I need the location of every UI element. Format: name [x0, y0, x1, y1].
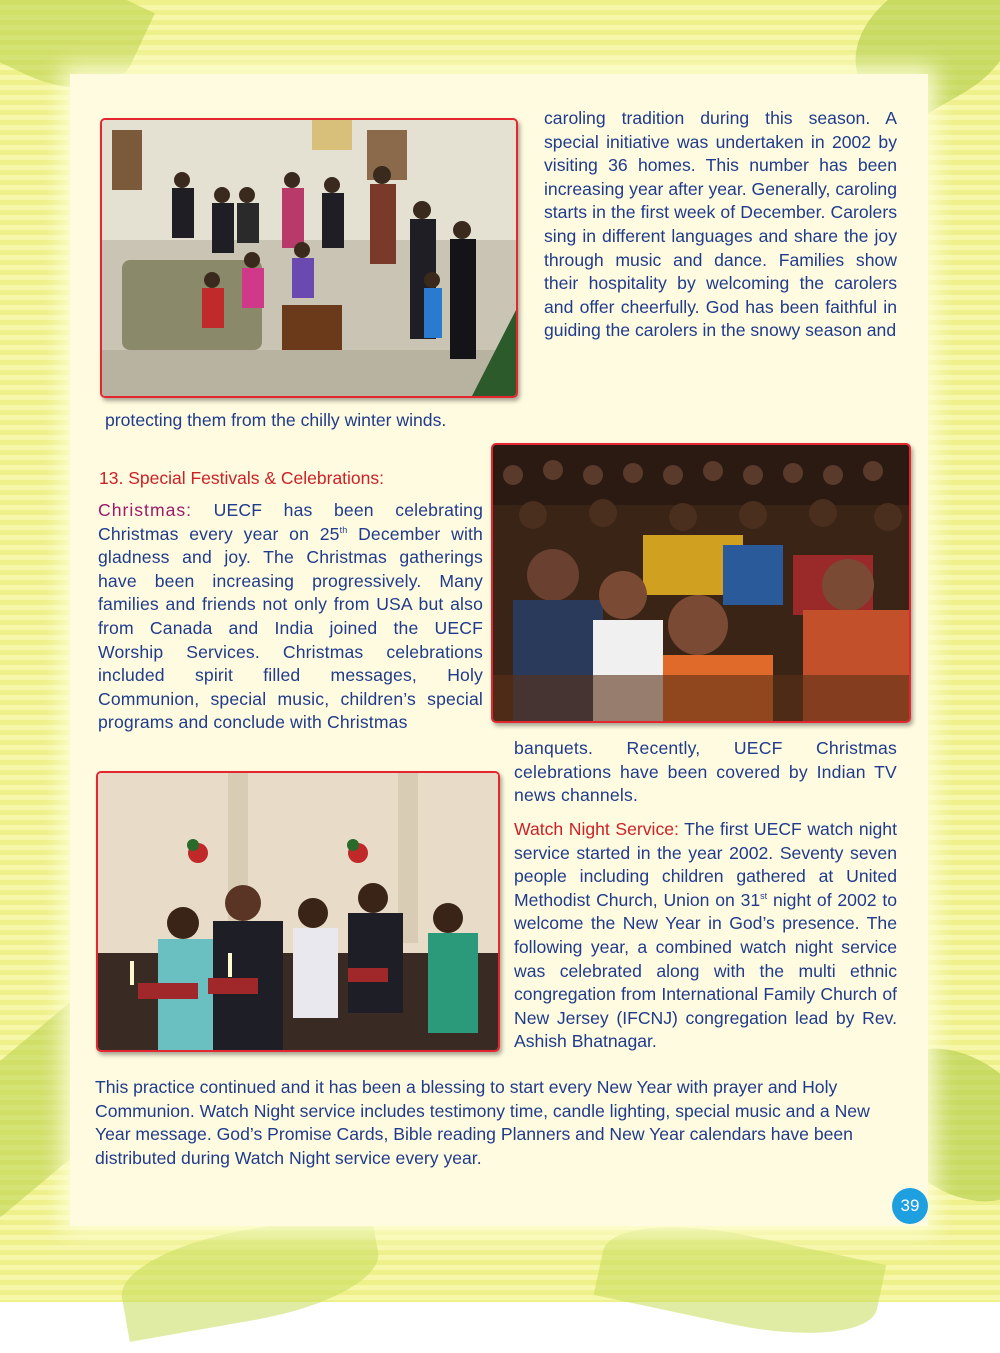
- caroling-continuation: protecting them from the chilly winter winds.: [105, 410, 447, 430]
- watch-night-sup: st: [760, 890, 768, 901]
- christmas-text-rest: December with gladness and joy. The Christmas gatherings have been increasing progressively. Many families and friends not only from USA but also from Canada and India joined the UECF Worship Services. Christmas celebrations included spirit filled messages, Holy Communion, special music, children’s special programs and conclude with Christmas: [98, 523, 483, 733]
- christmas-sup: th: [339, 524, 348, 535]
- watch-night-continuation: This practice continued and it has been a blessing to start every New Year with prayer and Holy Communion. Watch Night service includes testimony time, candle lighting, special music and a New Year message. God’s Promise Cards, Bible reading Planners and New Year calendars have been distributed during Watch Night service every year.: [95, 1077, 870, 1168]
- watch-night-label: Watch Night Service:: [514, 819, 679, 839]
- watch-night-paragraph: [514, 818, 897, 1054]
- caroling-photo: [100, 118, 518, 398]
- christmas-congregation-photo: [491, 443, 911, 723]
- christmas-paragraph: [98, 499, 483, 735]
- section-heading: 13. Special Festivals & Celebrations:: [99, 468, 384, 488]
- watch-night-text: The first UECF watch night service started in the year 2002. Seventy seven people including children gathered at United Methodist Church, Union on 31: [514, 819, 897, 910]
- page-number-badge: 39: [892, 1188, 928, 1224]
- watch-night-photo: [96, 771, 500, 1052]
- caroling-paragraph: caroling tradition during this season. A special initiative was undertaken in 2002 by visiting 36 homes. This number has been increasing year after year. Generally, caroling starts in the first week of December. Carolers sing in different languages and share the joy through music and dance. Families show their hospitality by welcoming the carolers and offer cheerfully. God has been faithful in guiding the carolers in the snowy season and: [544, 108, 897, 341]
- christmas-continuation: banquets. Recently, UECF Christmas celebrations have been covered by Indian TV news channels.: [514, 738, 897, 806]
- christmas-label: Christmas:: [98, 500, 193, 520]
- watch-night-text-rest: night of 2002 to welcome the New Year in God’s presence. The following year, a combined watch night service was celebrated along with the multi ethnic congregation from International Family Church of New Jersey (IFCNJ) congregation lead by Rev. Ashish Bhatnagar.: [514, 889, 897, 1052]
- christmas-text: UECF has been celebrating Christmas every year on 25: [98, 500, 483, 544]
